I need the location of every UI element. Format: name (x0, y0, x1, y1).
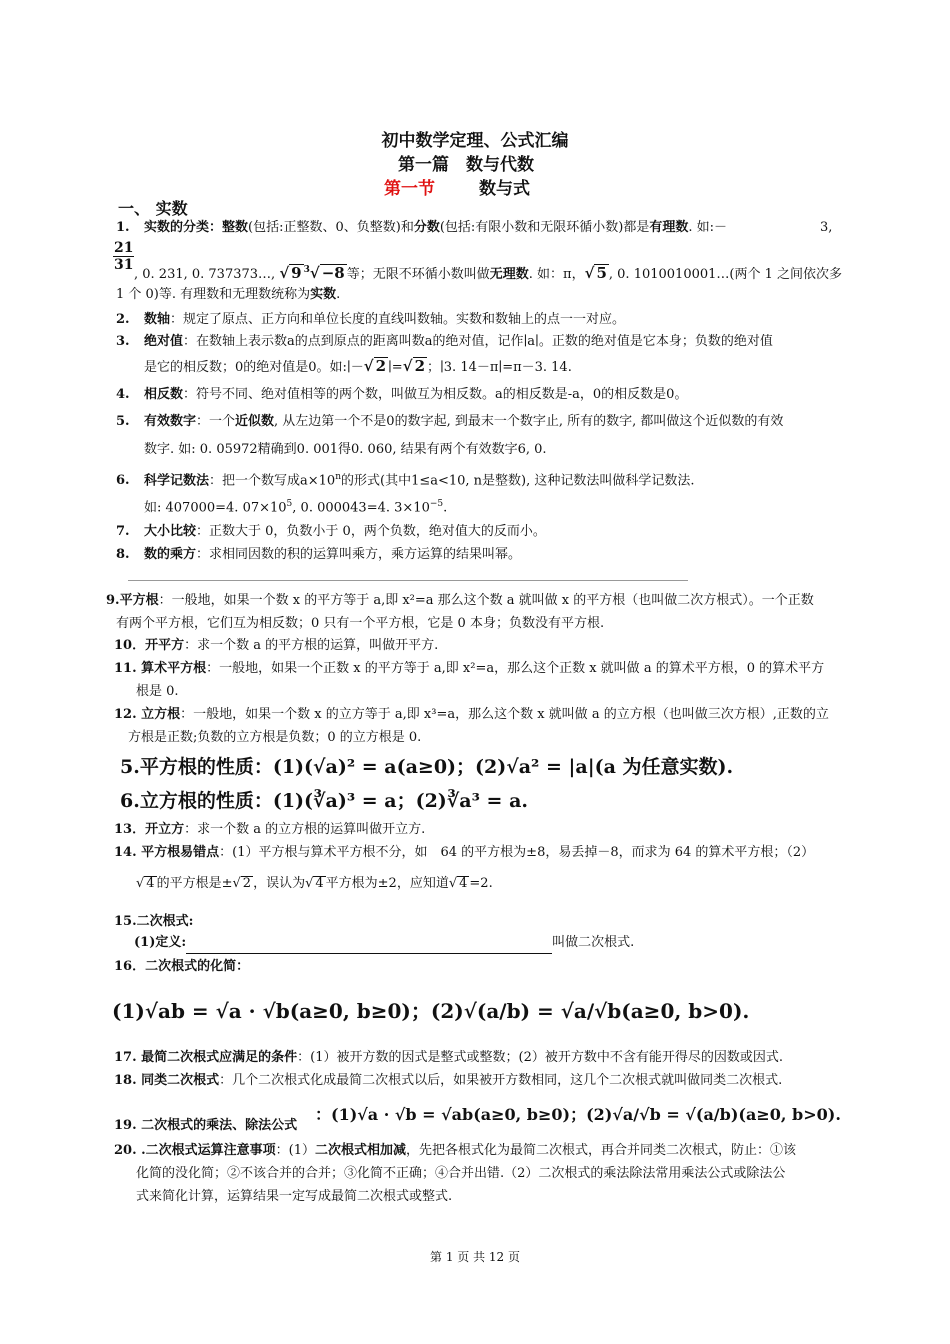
item-text: ：符号不同、绝对值相等的两个数，叫做互为相反数。a的相反数是-a，0的相反数是0。 (183, 387, 688, 402)
item-text: ：正数大于 0，负数小于 0，两个负数，绝对值大的反而小。 (196, 524, 546, 539)
item-1-line-2: , 0. 231, 0. 737373…, √ 9 $^3$√ −8 等；无限不环循小数叫做无理数. 如：π，√ 5 , 0. 1010010001…(两个 1 之间依次多 (134, 264, 843, 282)
item-19 (114, 1116, 297, 1136)
item-5-line-2: 数字. 如: 0. 05972精确到0. 001得0. 060, 结果有两个有效数字6, 0. (144, 442, 547, 457)
item-2 (116, 310, 625, 330)
item-label: . 平方根易错点 (132, 845, 220, 860)
item-label: 大小比较 (144, 524, 197, 539)
text: 如: 407000=4. 07×10 (144, 500, 287, 516)
term-fraction: 分数 (413, 220, 440, 235)
item-label: 平方根 (119, 593, 159, 608)
item-number: 19 (114, 1118, 133, 1133)
item-text: ：几个二次根式化成最简二次根式以后，如果被开方数相同，这几个二次根式就叫做同类二次根式. (219, 1073, 783, 1088)
item-3-line-1 (116, 332, 773, 352)
item-label: . 立方根 (132, 707, 181, 722)
text: . 如:－ (688, 220, 728, 235)
term-irrational: 无理数 (489, 267, 529, 282)
section-number: 第一节 (384, 179, 435, 199)
superscript: 5 (286, 499, 293, 509)
text: (包括:有限小数和无限环循小数)都是 (439, 220, 650, 235)
item-14-line-1 (114, 843, 814, 863)
root-4: 4 (146, 876, 155, 891)
item-text: ：一般地，如果一个正数 x 的平方等于 a,即 x²=a，那么这个正数 x 就叫做 a 的算术平方根，0 的算术平方 (206, 661, 825, 676)
item-text: ：求相同因数的积的运算叫乘方，乘方运算的结果叫幂。 (196, 547, 522, 562)
item-text: ：一般地，如果一个数 x 的立方等于 a,即 x³=a，那么这个数 x 就叫做 a 的立方根（也叫做三次方根）,正数的立 (180, 707, 829, 722)
text: , 0. 000043=4. 3×10 (292, 500, 430, 516)
section-name: 数与式 (479, 179, 530, 199)
item-label: . 同类二次根式 (132, 1073, 220, 1088)
formula-multiply-divide: ：(1)√a · √b = √ab(a≥0, b≥0)；(2)√a/√b = √(a/b)(a≥0, b>0). (315, 1105, 841, 1124)
definition-label: (1)定义: (134, 935, 187, 950)
text: ：(1） (275, 1143, 316, 1158)
definition-tail: 叫做二次根式. (552, 935, 635, 950)
item-number: 6. (116, 473, 130, 489)
item-8 (116, 545, 521, 565)
item-16-title (114, 957, 249, 977)
item-7 (116, 522, 546, 542)
text: , 从左边第一个不是0的数字起, 到最末一个数字止, 所有的数字, 都叫做这个近似数的有效 (274, 414, 784, 429)
separator-line (128, 580, 688, 581)
text: =2. (469, 876, 493, 891)
item-label: 二次根式: (136, 914, 194, 929)
root-4: 4 (459, 876, 468, 891)
text: , 0. 231, 0. 737373…, (134, 267, 280, 282)
item-14-line-2: √ 4 的平方根是±√ 2 ，误认为√ 4 平方根为±2，应知道√ 4 =2. (136, 876, 493, 891)
item-number: 10 (114, 638, 133, 653)
root-2: 2 (414, 357, 425, 375)
item-text: ：(1）被开方数的因式是整式或整数；(2）被开方数中不含有能开得尽的因数或因式. (297, 1050, 783, 1065)
item-label: 绝对值 (144, 334, 184, 349)
definition-blank (186, 933, 552, 954)
item-number: 17 (114, 1050, 133, 1065)
text: 平方根为±2，应知道 (325, 876, 449, 891)
item-label: 数轴 (144, 312, 171, 327)
text: 的平方根是± (156, 876, 233, 891)
fraction-21-31 (113, 240, 134, 273)
item-11-line-1 (114, 659, 824, 679)
item-text: ：(1）平方根与算术平方根不分，如 64 的平方根为±8，易丢掉－8，而求为 64 的算术平方根；（2） (219, 845, 815, 860)
item-number: 14 (114, 845, 133, 860)
fraction-numerator: 21 (114, 240, 134, 256)
section-title (384, 174, 530, 199)
item-15-title (114, 912, 193, 932)
item-text: ：一般地，如果一个数 x 的平方等于 a,即 x²=a 那么这个数 a 就叫做 x 的平方根（也叫做二次方根式）。一个正数 (158, 593, 814, 608)
subsection-title: 一、 实数 (118, 199, 188, 218)
item-number: 13 (114, 822, 133, 837)
root-2: 2 (375, 357, 387, 375)
item-number: 9. (106, 593, 120, 608)
root-4: 4 (315, 876, 324, 891)
doc-title: 初中数学定理、公式汇编 (381, 131, 569, 151)
item-number: 20 (114, 1143, 133, 1158)
item-1-value: 3, (820, 220, 833, 235)
text: . (443, 500, 448, 516)
item-number: 7. (116, 524, 130, 539)
text: 是它的相反数；0的绝对值是0。如:∣－ (144, 360, 364, 375)
formula-cube-root-properties: 6.立方根的性质：(1)(∛a)³ = a；(2)∛a³ = a. (120, 790, 528, 812)
item-label: ．开立方 (132, 822, 185, 837)
text: 的形式(其中1≤a<10, n是整数), 这种记数法叫做科学记数法. (341, 473, 695, 489)
item-label: ．二次根式的化简： (132, 959, 250, 974)
item-number: 11 (114, 661, 133, 676)
item-label: 数的乘方 (144, 547, 197, 562)
item-9-line-1 (106, 591, 814, 611)
text: ，误认为 (253, 876, 306, 891)
text: 1 个 0)等. 有理数和无理数统称为 (116, 287, 311, 302)
item-number: 4. (116, 387, 130, 402)
term-approx: 近似数 (235, 414, 275, 429)
item-1-line-1 (116, 218, 836, 238)
item-10 (114, 636, 438, 656)
text: ∣= (388, 360, 403, 375)
item-6-line-2 (144, 494, 447, 518)
item-label: 实数的分类： (144, 220, 223, 235)
item-text: ：求一个数 a 的立方根的运算叫做开立方. (184, 822, 426, 837)
item-label: . 算术平方根 (132, 661, 207, 676)
item-label: 相反数 (144, 387, 184, 402)
text: ：一个 (196, 414, 236, 429)
item-1-line-3 (116, 285, 340, 305)
item-18 (114, 1071, 782, 1091)
item-label: . 二次根式的乘法、除法公式 (132, 1118, 298, 1133)
item-number: 2. (116, 312, 130, 327)
item-text: ：在数轴上表示数a的点到原点的距离叫数a的绝对值，记作∣a∣。正数的绝对值是它本身；负数的绝对值 (183, 334, 773, 349)
item-number: 5. (116, 414, 130, 429)
item-number: 1. (116, 220, 130, 235)
item-text: ：规定了原点、正方向和单位长度的直线叫数轴。实数和数轴上的点一一对应。 (170, 312, 626, 327)
item-text: ：求一个数 a 的平方根的运算，叫做开平方. (184, 638, 439, 653)
fraction-denominator: 31 (114, 257, 134, 273)
text: , 0. 1010010001…(两个 1 之间依次多 (608, 267, 843, 282)
item-number: 12 (114, 707, 133, 722)
text: ：把一个数写成a×10 (209, 473, 336, 489)
text: 等；无限不环循小数叫做 (346, 267, 490, 282)
item-20-line-2: 化简的没化简；②不该合并的合并；③化简不正确；④合并出错.（2）二次根式的乘法除法常用乘法公式或除法公 (136, 1166, 786, 1181)
item-label: . 最简二次根式应满足的条件 (132, 1050, 298, 1065)
text: . (336, 287, 341, 302)
text: ；∣3. 14－π∣=π－3. 14. (427, 360, 572, 375)
root-9: 9 (291, 264, 302, 282)
text: ，先把各根式化为最简二次根式，再合并同类二次根式，防止：①该 (406, 1143, 797, 1158)
item-17 (114, 1048, 783, 1068)
item-12-line-2: 方根是正数;负数的立方根是负数；0 的立方根是 0. (128, 730, 422, 745)
item-number: 3. (116, 334, 130, 349)
root-2: 2 (242, 876, 252, 891)
superscript: −5 (429, 499, 444, 509)
item-3-line-2: 是它的相反数；0的绝对值是0。如:∣－√ 2 ∣=√ 2 ；∣3. 14－π∣=π－3. 14. (144, 357, 572, 375)
item-15-definition (134, 933, 634, 954)
item-4 (116, 385, 687, 405)
part-title: 第一篇 数与代数 (398, 155, 534, 175)
page-footer: 第 1 页 共 12 页 (430, 1250, 520, 1264)
term-real: 实数 (310, 287, 337, 302)
formula-square-root-properties: 5.平方根的性质：(1)(√a)² = a(a≥0)；(2)√a² = |a|(a 为任意实数). (120, 756, 734, 778)
item-label: 科学记数法 (144, 473, 210, 489)
item-label: 有效数字 (144, 414, 197, 429)
item-label: . .二次根式运算注意事项 (132, 1143, 276, 1158)
item-number: 15. (114, 914, 137, 929)
term-rational: 有理数 (649, 220, 689, 235)
text: (包括:正整数、0、负整数)和 (248, 220, 414, 235)
item-9-line-2: 有两个平方根，它们互为相反数；0 只有一个平方根，它是 0 本身；负数没有平方根. (116, 616, 605, 631)
item-12-line-1 (114, 705, 829, 725)
formula-simplify-radicals: (1)√ab = √a · √b(a≥0, b≥0)；(2)√(a/b) = √a/√b(a≥0, b>0). (112, 999, 750, 1023)
item-20-line-3: 式来简化计算，运算结果一定写成最简二次根式或整式. (136, 1189, 453, 1204)
root-minus-8: −8 (321, 264, 345, 282)
text: . 如：π， (528, 267, 585, 282)
root-5: 5 (596, 264, 607, 282)
item-number: 16 (114, 959, 133, 974)
item-13 (114, 820, 425, 840)
item-6-line-1 (116, 467, 695, 491)
item-11-line-2: 根是 0. (136, 684, 179, 699)
item-number: 18 (114, 1073, 133, 1088)
superscript: n (335, 472, 341, 482)
item-20-line-1 (114, 1141, 796, 1161)
term-integer: 整数 (222, 220, 249, 235)
item-number: 8. (116, 547, 130, 562)
item-5-line-1 (116, 412, 783, 432)
term-add-subtract: 二次根式相加减 (315, 1143, 407, 1158)
item-label: ．开平方 (132, 638, 185, 653)
